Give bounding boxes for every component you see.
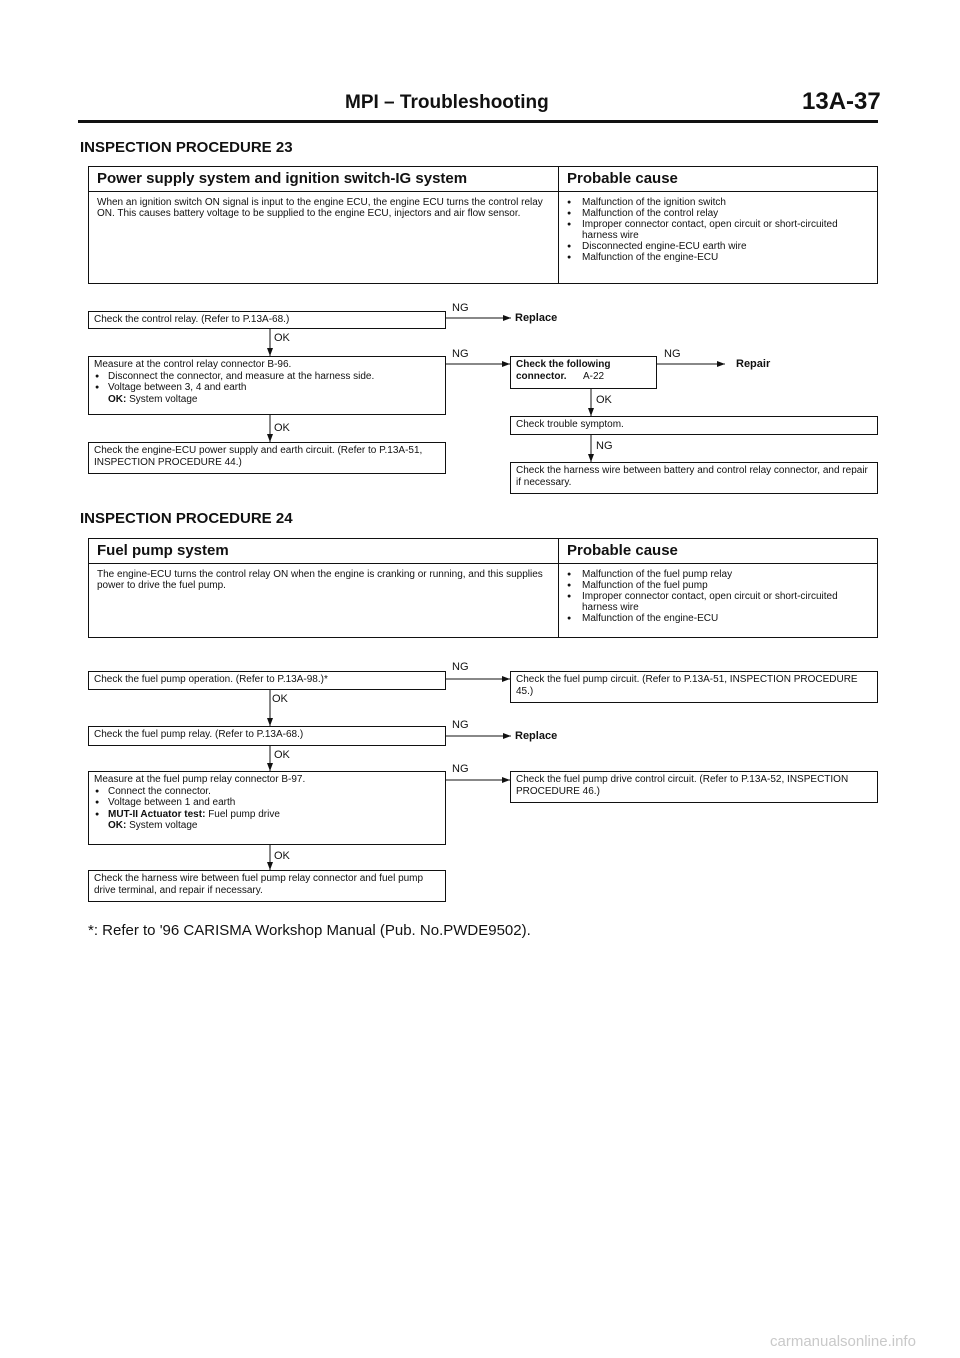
cause-item: ● Malfunction of the fuel pump: [564, 580, 869, 591]
ng-label: NG: [452, 719, 469, 731]
result-replace: Replace: [515, 312, 558, 324]
page-title: MPI – Troubleshooting: [345, 92, 549, 113]
procedure-24-title: INSPECTION PROCEDURE 24: [80, 510, 293, 527]
cause-item: ● Malfunction of the control relay: [564, 208, 869, 219]
system-header: Power supply system and ignition switch-IG system: [97, 170, 468, 187]
procedure-24-cause-table: [88, 538, 878, 638]
cause-item: ● Malfunction of the engine-ECU: [564, 252, 869, 263]
result-check-fuel-pump-drive-circuit: Check the fuel pump drive control circuit. (Refer to P.13A-52, INSPECTION PROCEDURE 46.): [510, 771, 878, 803]
system-description: The engine-ECU turns the control relay ON when the engine is cranking or running, and this supplies power to drive the fuel pump.: [97, 569, 543, 591]
cause-item: ● Malfunction of the ignition switch: [564, 197, 869, 208]
page-number: 13A-37: [802, 88, 881, 115]
step-check-control-relay: Check the control relay. (Refer to P.13A-68.): [88, 311, 446, 329]
ng-label: NG: [452, 348, 469, 360]
footnote: *: Refer to '96 CARISMA Workshop Manual (Pub. No.PWDE9502).: [88, 922, 531, 939]
ng-label: NG: [452, 763, 469, 775]
step-check-fuel-pump-relay: Check the fuel pump relay. (Refer to P.13A-68.): [88, 726, 446, 746]
step-check-harness-relay-drive-terminal: Check the harness wire between fuel pump relay connector and fuel pump drive terminal, and repair if necessary.: [88, 870, 446, 902]
ng-label: NG: [452, 661, 469, 673]
cause-list: [564, 569, 869, 624]
step-check-trouble-symptom: Check trouble symptom.: [510, 416, 878, 435]
ok-label: OK: [272, 693, 288, 705]
step-check-fuel-pump-operation: Check the fuel pump operation. (Refer to P.13A-98.)*: [88, 671, 446, 690]
result-check-fuel-pump-circuit: Check the fuel pump circuit. (Refer to P.13A-51, INSPECTION PROCEDURE 45.): [510, 671, 878, 703]
procedure-23-title: INSPECTION PROCEDURE 23: [80, 139, 293, 156]
step-check-connector: Check the following connector. A-22: [510, 356, 657, 389]
procedure-23-cause-table: [88, 166, 878, 284]
watermark: carmanualsonline.info: [770, 1333, 916, 1350]
cause-item: ● Improper connector contact, open circuit or short-circuited harness wire: [564, 591, 869, 613]
cause-item: ● Improper connector contact, open circuit or short-circuited harness wire: [564, 219, 869, 241]
cause-item: ● Malfunction of the fuel pump relay: [564, 569, 869, 580]
cause-list: [564, 197, 869, 263]
result-replace: Replace: [515, 730, 558, 742]
ok-label: OK: [274, 422, 290, 434]
step-measure-fuel-pump-relay-connector: Measure at the fuel pump relay connector B-97. ● Connect the connector. ● Voltage between 1 and earth ● MUT-II Actuator test: Fuel pump drive OK: System voltage: [88, 771, 446, 845]
ok-label: OK: [274, 850, 290, 862]
step-check-ecu-power-supply: Check the engine-ECU power supply and earth circuit. (Refer to P.13A-51, INSPECTION PROCEDURE 44.): [88, 442, 446, 474]
cause-item: ● Disconnected engine-ECU earth wire: [564, 241, 869, 252]
ng-label: NG: [452, 302, 469, 314]
system-description: When an ignition switch ON signal is input to the engine ECU, the engine ECU turns the control relay ON. This causes battery voltage to be supplied to the engine ECU, injectors and air flow sensor.: [97, 197, 543, 219]
ng-label: NG: [664, 348, 681, 360]
cause-header: Probable cause: [567, 170, 678, 187]
system-header: Fuel pump system: [97, 542, 229, 559]
result-repair: Repair: [736, 358, 771, 370]
cause-header: Probable cause: [567, 542, 678, 559]
cause-item: ● Malfunction of the engine-ECU: [564, 613, 869, 624]
step-check-harness-battery-relay: Check the harness wire between battery and control relay connector, and repair if necessary.: [510, 462, 878, 494]
ok-label: OK: [596, 394, 612, 406]
step-measure-control-relay-connector: Measure at the control relay connector B-96. ● Disconnect the connector, and measure at the harness side. ● Voltage between 3, 4 and earth OK: System voltage: [88, 356, 446, 415]
ng-label: NG: [596, 440, 613, 452]
ok-label: OK: [274, 332, 290, 344]
ok-label: OK: [274, 749, 290, 761]
